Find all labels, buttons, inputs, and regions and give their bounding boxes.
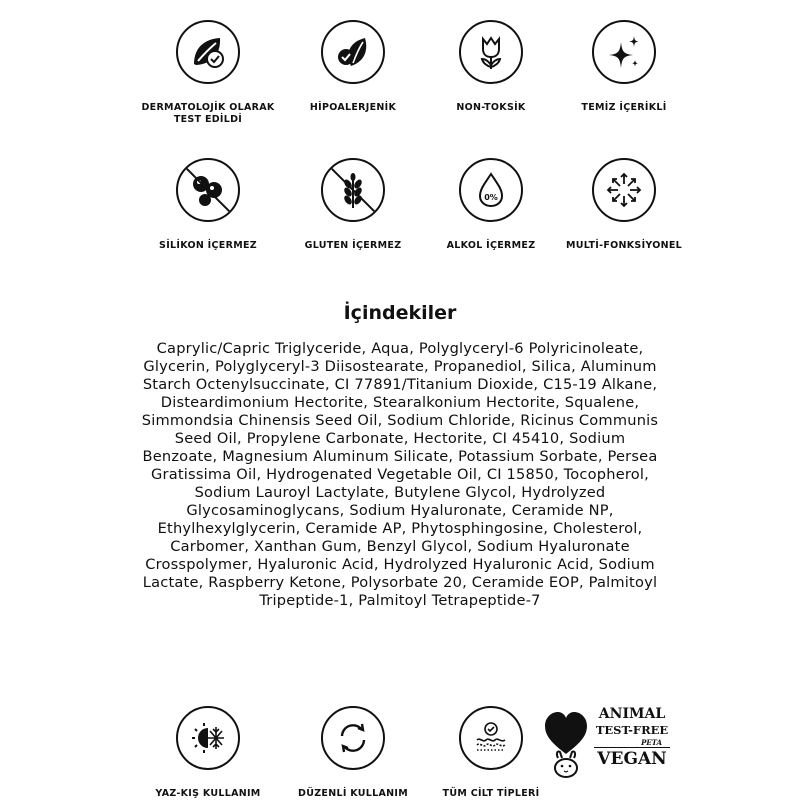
feature-regular-use bbox=[278, 706, 428, 800]
feature-label: TEMİZ İÇERİKLİ bbox=[581, 102, 667, 113]
skin-layers-check-icon bbox=[459, 706, 523, 770]
feature-label: MULTİ-FONKSİYONEL bbox=[565, 240, 683, 251]
animal-test-free-vegan-badge bbox=[540, 706, 670, 786]
feature-label: SİLİKON İÇERMEZ bbox=[159, 240, 257, 251]
flower-icon bbox=[459, 20, 523, 84]
feature-label: DERMATOLOJİK OLARAK TEST EDİLDİ bbox=[141, 102, 275, 125]
sparkle-icon bbox=[592, 20, 656, 84]
feature-dermatologically-tested bbox=[133, 20, 283, 126]
feature-label: NON-TOKSİK bbox=[456, 102, 526, 113]
badge-text bbox=[594, 706, 670, 770]
feature-summer-winter-use bbox=[133, 706, 283, 800]
feature-label: HİPOALERJENİK bbox=[309, 102, 397, 113]
feature-label: ALKOL İÇERMEZ bbox=[446, 240, 536, 251]
leaf-check-icon bbox=[176, 20, 240, 84]
feature-gluten-free bbox=[278, 158, 428, 252]
feature-clean-ingredients bbox=[549, 20, 699, 114]
refresh-cycle-icon bbox=[321, 706, 385, 770]
feature-silicone-free bbox=[133, 158, 283, 252]
badge-line-peta: PETA bbox=[641, 738, 662, 747]
no-gluten-icon bbox=[321, 158, 385, 222]
feature-label: GLUTEN İÇERMEZ bbox=[304, 240, 402, 251]
feature-label: YAZ-KIŞ KULLANIM bbox=[155, 788, 261, 799]
feature-non-toxic bbox=[416, 20, 566, 114]
multi-arrows-icon bbox=[592, 158, 656, 222]
badge-line-vegan: VEGAN bbox=[594, 747, 670, 770]
badge-line-animal: ANIMAL bbox=[598, 706, 666, 722]
no-silicone-icon bbox=[176, 158, 240, 222]
sun-snowflake-icon bbox=[176, 706, 240, 770]
feature-label: DÜZENLİ KULLANIM bbox=[298, 788, 408, 799]
badge-line-test-free: TEST-FREE bbox=[595, 723, 669, 737]
feature-label: TÜM CİLT TİPLERİ bbox=[442, 788, 540, 799]
feature-multi-functional bbox=[549, 158, 699, 252]
leaves-check-icon bbox=[321, 20, 385, 84]
ingredients-title: İçindekiler bbox=[343, 302, 457, 324]
drop-percentage: 0% bbox=[484, 193, 498, 202]
ingredients-list: Caprylic/Capric Triglyceride, Aqua, Polyglyceryl-6 Polyricinoleate, Glycerin, Polyglyceryl-3 Diisostearate, Propanediol, Silica, Aluminum Starch Octenylsuccinate, CI 77891/Titanium Dioxide, C15-19 Alkane, Disteardimonium Hectorite, Stearalkonium Hectorite, Squalene, Simmondsia Chinensis Seed Oil, Sodium Chloride, Ricinus Communis Seed Oil, Propylene Carbonate, Hectorite, CI 45410, Sodium Benzoate, Magnesium Aluminum Silicate, Potassium Sorbate, Persea Gratissima Oil, Hydrogenated Vegetable Oil, CI 15850, Tocopherol, Sodium Lauroyl Lactylate, Butylene Glycol, Hydrolyzed Glycosaminoglycans, Sodium Hyaluronate, Ceramide NP, Ethylhexylglycerin, Ceramide AP, Phytosphingosine, Cholesterol, Carbomer, Xanthan Gum, Benzyl Glycol, Sodium Hyaluronate Crosspolymer, Hyaluronic Acid, Hydrolyzed Hyaluronic Acid, Sodium Lactate, Raspberry Ketone, Polysorbate 20, Ceramide EOP, Palmitoyl Tripeptide-1, Palmitoyl Tetrapeptide-7 bbox=[141, 340, 659, 609]
feature-hypoallergenic bbox=[278, 20, 428, 114]
feature-alcohol-free bbox=[416, 158, 566, 252]
alcohol-free-drop-icon bbox=[459, 158, 523, 222]
bunny-heart-icon bbox=[542, 708, 590, 780]
